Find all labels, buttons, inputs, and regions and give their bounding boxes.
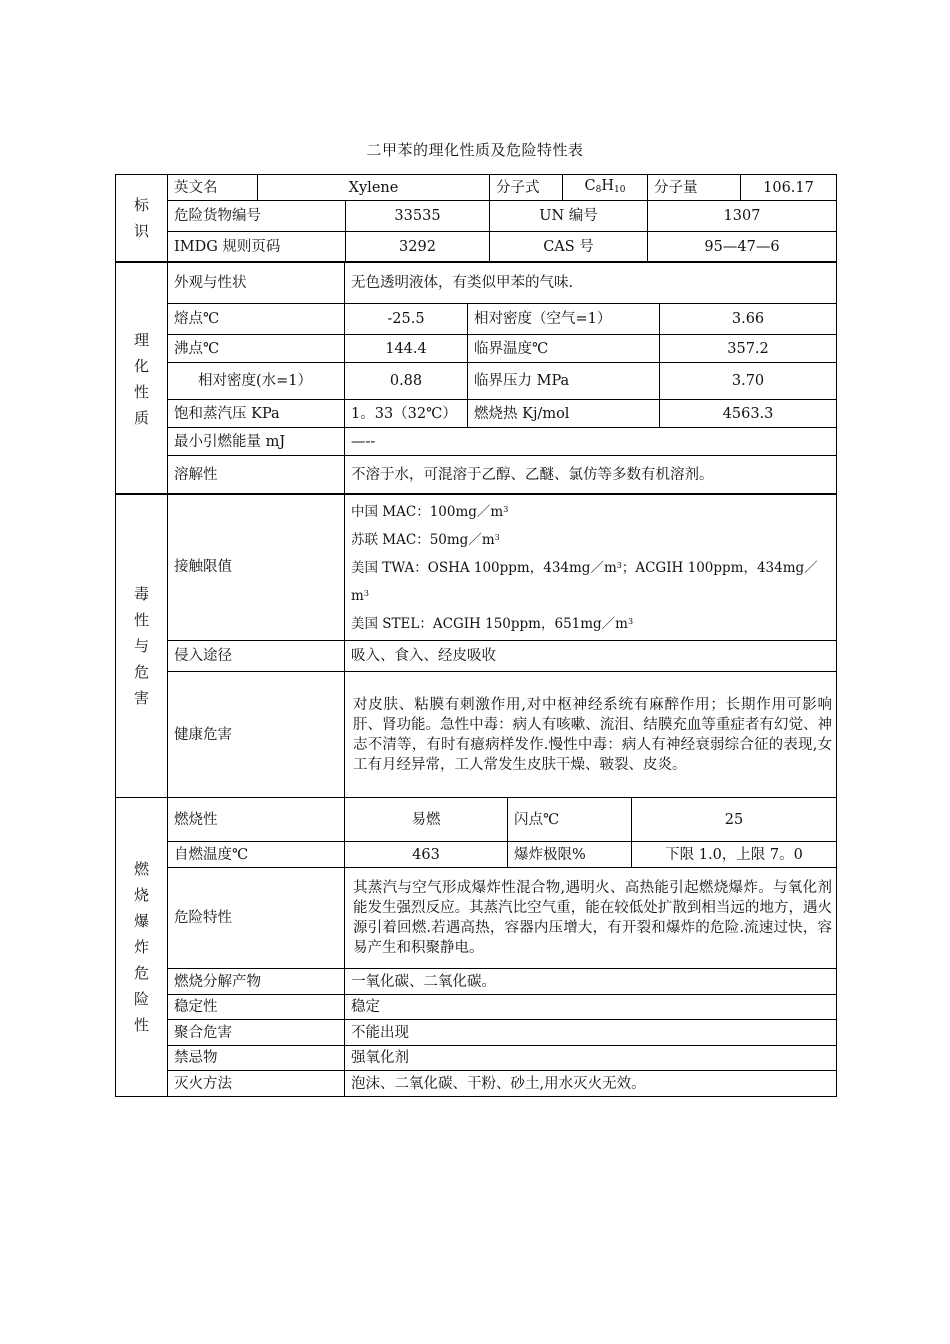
toxicity-category: 毒性与危害 bbox=[133, 584, 149, 707]
toxicity-category-cell bbox=[116, 494, 168, 798]
crit-temp-value: 357.2 bbox=[660, 335, 837, 363]
fire-section bbox=[115, 797, 836, 1097]
identity-table bbox=[115, 174, 837, 262]
rel-density-air-label: 相对密度（空气=1） bbox=[468, 304, 660, 335]
fire-table bbox=[115, 797, 837, 1097]
rel-density-water-label: 相对密度(水=1） bbox=[168, 363, 345, 400]
imdg-label: IMDG 规则页码 bbox=[168, 232, 346, 262]
physchem-section bbox=[115, 262, 836, 495]
explosion-limit-label: 爆炸极限% bbox=[508, 842, 632, 868]
explosion-limit-value: 下限 1.0，上限 7。0 bbox=[632, 842, 837, 868]
identity-category: 标识 bbox=[133, 196, 149, 240]
dg-label: 危险货物编号 bbox=[168, 201, 346, 232]
un-label: UN 编号 bbox=[490, 201, 648, 232]
combustion-heat-value: 4563.3 bbox=[660, 400, 837, 428]
limits-label: 接触限值 bbox=[168, 494, 345, 641]
vapor-pressure-label: 饱和蒸汽压 KPa bbox=[168, 400, 345, 428]
formula-label: 分子式 bbox=[490, 175, 563, 201]
rel-density-air-value: 3.66 bbox=[660, 304, 837, 335]
bp-value: 144.4 bbox=[345, 335, 468, 363]
mw-label: 分子量 bbox=[648, 175, 741, 201]
dg-value: 33535 bbox=[346, 201, 490, 232]
appearance-value: 无色透明液体，有类似甲苯的气味. bbox=[345, 263, 837, 304]
appearance-label: 外观与性状 bbox=[168, 263, 345, 304]
autoignition-value: 463 bbox=[345, 842, 508, 868]
hazard-label: 危险特性 bbox=[168, 868, 345, 969]
crit-temp-label: 临界温度℃ bbox=[468, 335, 660, 363]
identity-section bbox=[115, 174, 836, 262]
english-name-label: 英文名 bbox=[168, 175, 258, 201]
solubility-value: 不溶于水，可混溶于乙醇、乙醚、氯仿等多数有机溶剂。 bbox=[345, 456, 837, 495]
fire-category-cell bbox=[116, 798, 168, 1097]
bp-label: 沸点℃ bbox=[168, 335, 345, 363]
incompatible-label: 禁忌物 bbox=[168, 1046, 345, 1071]
stability-label: 稳定性 bbox=[168, 995, 345, 1020]
flammability-value: 易燃 bbox=[345, 798, 508, 842]
extinguish-label: 灭火方法 bbox=[168, 1071, 345, 1097]
polymerization-label: 聚合危害 bbox=[168, 1020, 345, 1046]
limit-line: 苏联 MAC：$50mg/m^3$ bbox=[351, 532, 500, 548]
autoignition-label: 自燃温度℃ bbox=[168, 842, 345, 868]
limit-line: 美国 STEL：ACGIH 150ppm，$651mg/m^3$ bbox=[351, 616, 634, 632]
flash-point-label: 闪点℃ bbox=[508, 798, 632, 842]
fire-category: 燃烧爆炸危险性 bbox=[133, 860, 149, 1034]
min-ignition-label: 最小引燃能量 mJ bbox=[168, 428, 345, 456]
formula-value: $C_8H_{10}$ bbox=[563, 175, 648, 201]
route-value: 吸入、食入、经皮吸收 bbox=[345, 641, 837, 672]
cas-value: 95—47—6 bbox=[648, 232, 837, 262]
incompatible-value: 强氧化剂 bbox=[345, 1046, 837, 1071]
rel-density-water-value: 0.88 bbox=[345, 363, 468, 400]
mp-value: -25.5 bbox=[345, 304, 468, 335]
toxicity-table bbox=[115, 493, 837, 798]
limit-line: 中国 MAC：$100mg/m^3$ bbox=[351, 504, 509, 520]
decomposition-label: 燃烧分解产物 bbox=[168, 969, 345, 995]
document-title: 二甲苯的理化性质及危险特性表 bbox=[366, 141, 584, 159]
limits-value bbox=[345, 494, 837, 641]
physchem-table bbox=[115, 262, 837, 495]
decomposition-value: 一氧化碳、二氧化碳。 bbox=[345, 969, 837, 995]
health-label: 健康危害 bbox=[168, 672, 345, 798]
min-ignition-value: —-- bbox=[345, 428, 837, 456]
physchem-category: 理化性质 bbox=[133, 330, 149, 427]
mw-value: 106.17 bbox=[741, 175, 837, 201]
flammability-label: 燃烧性 bbox=[168, 798, 345, 842]
imdg-value: 3292 bbox=[346, 232, 490, 262]
extinguish-value: 泡沫、二氧化碳、干粉、砂土,用水灭火无效。 bbox=[345, 1071, 837, 1097]
crit-pressure-value: 3.70 bbox=[660, 363, 837, 400]
flash-point-value: 25 bbox=[632, 798, 837, 842]
stability-value: 稳定 bbox=[345, 995, 837, 1020]
combustion-heat-label: 燃烧热 Kj/mol bbox=[468, 400, 660, 428]
un-value: 1307 bbox=[648, 201, 837, 232]
health-value: 对皮肤、粘膜有刺激作用,对中枢神经系统有麻醉作用；长期作用可影响肝、肾功能。急性中毒：病人有咳嗽、流泪、结膜充血等重症者有幻觉、神志不清等，有时有癔病样发作.慢性中毒：病人有神经衰弱综合征的表现,女工有月经异常，工人常发生皮肤干燥、皲裂、皮炎。 bbox=[345, 672, 837, 798]
hazard-value: 其蒸汽与空气形成爆炸性混合物,遇明火、高热能引起燃烧爆炸。与氧化剂能发生强烈反应。其蒸汽比空气重，能在较低处扩散到相当远的地方，遇火源引着回燃.若遇高热，容器内压增大，有开裂和爆炸的危险.流速过快，容易产生和积聚静电。 bbox=[345, 868, 837, 969]
toxicity-section bbox=[115, 493, 836, 798]
english-name-value: Xylene bbox=[258, 175, 490, 201]
vapor-pressure-value: 1。33（32℃） bbox=[345, 400, 468, 428]
route-label: 侵入途径 bbox=[168, 641, 345, 672]
physchem-category-cell bbox=[116, 263, 168, 495]
solubility-label: 溶解性 bbox=[168, 456, 345, 495]
limit-line: 美国 TWA：OSHA 100ppm，$434mg/m^3$；ACGIH 100ppm，$434mg/m^3$ bbox=[351, 560, 818, 604]
crit-pressure-label: 临界压力 MPa bbox=[468, 363, 660, 400]
cas-label: CAS 号 bbox=[490, 232, 648, 262]
identity-category-cell bbox=[116, 175, 168, 262]
mp-label: 熔点℃ bbox=[168, 304, 345, 335]
polymerization-value: 不能出现 bbox=[345, 1020, 837, 1046]
